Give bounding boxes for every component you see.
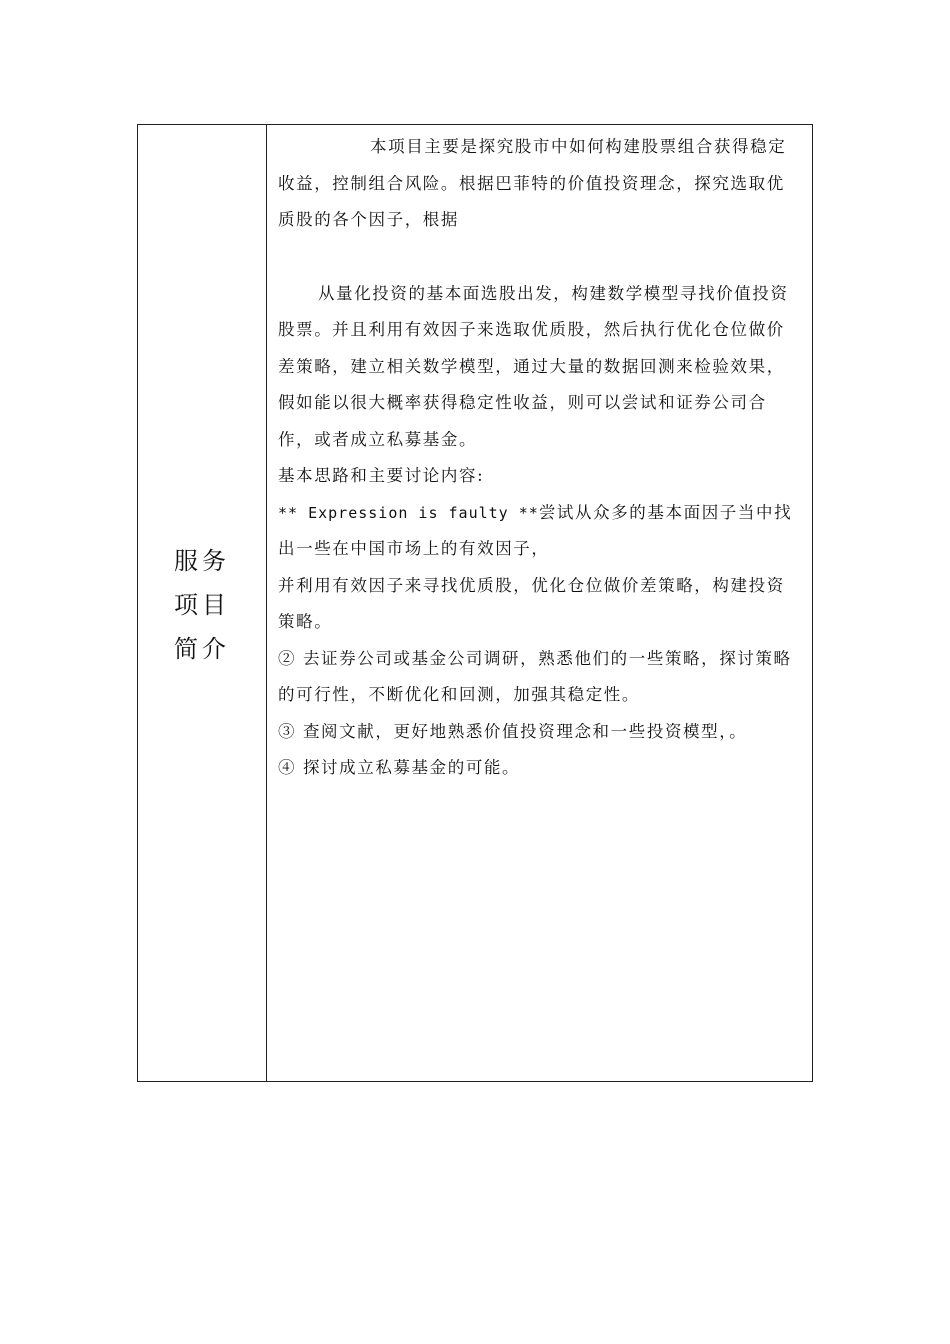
intro-paragraph: 本项目主要是探究股市中如何构建股票组合获得稳定收益，控制组合风险。根据巴菲特的价值投资理念，探究选取优质股的各个因子，根据 bbox=[278, 137, 787, 229]
label-line: 项目 bbox=[174, 591, 230, 619]
label-line: 服务 bbox=[174, 547, 230, 575]
approach-paragraph: 从量化投资的基本面选股出发，构建数学模型寻找价值投资股票。并且利用有效因子来选取优质股，然后执行优化仓位做价差策略，建立相关数学模型，通过大量的数据回测来检验效果，假如能以很大概率获得稳定性收益，则可以尝试和证券公司合作，或者成立私募基金。 bbox=[278, 283, 789, 449]
label-cell bbox=[138, 125, 267, 1081]
item-1 bbox=[278, 495, 798, 568]
item-1-continued: 并利用有效因子来寻找优质股，优化仓位做价差策略，构建投资策略。 bbox=[278, 575, 785, 631]
label-stack bbox=[138, 539, 266, 671]
item-1-text: 尝试从众多的基本面因子当中找出一些在中国市场上的有效因子， bbox=[278, 502, 793, 558]
item-3: ③ 查阅文献，更好地熟悉价值投资理念和一些投资模型，。 bbox=[278, 721, 748, 741]
item-2: ② 去证券公司或基金公司调研，熟悉他们的一些策略，探讨策略的可行性，不断优化和回测，加强其稳定性。 bbox=[278, 648, 792, 704]
label-line: 简介 bbox=[174, 635, 230, 663]
error-marker: ** Expression is faulty ** bbox=[278, 503, 539, 522]
item-4: ④ 探讨成立私募基金的可能。 bbox=[278, 758, 521, 777]
blank-line bbox=[278, 239, 798, 276]
service-intro-table bbox=[137, 124, 813, 1082]
content-cell bbox=[267, 125, 812, 1081]
ideas-heading: 基本思路和主要讨论内容: bbox=[278, 466, 485, 485]
